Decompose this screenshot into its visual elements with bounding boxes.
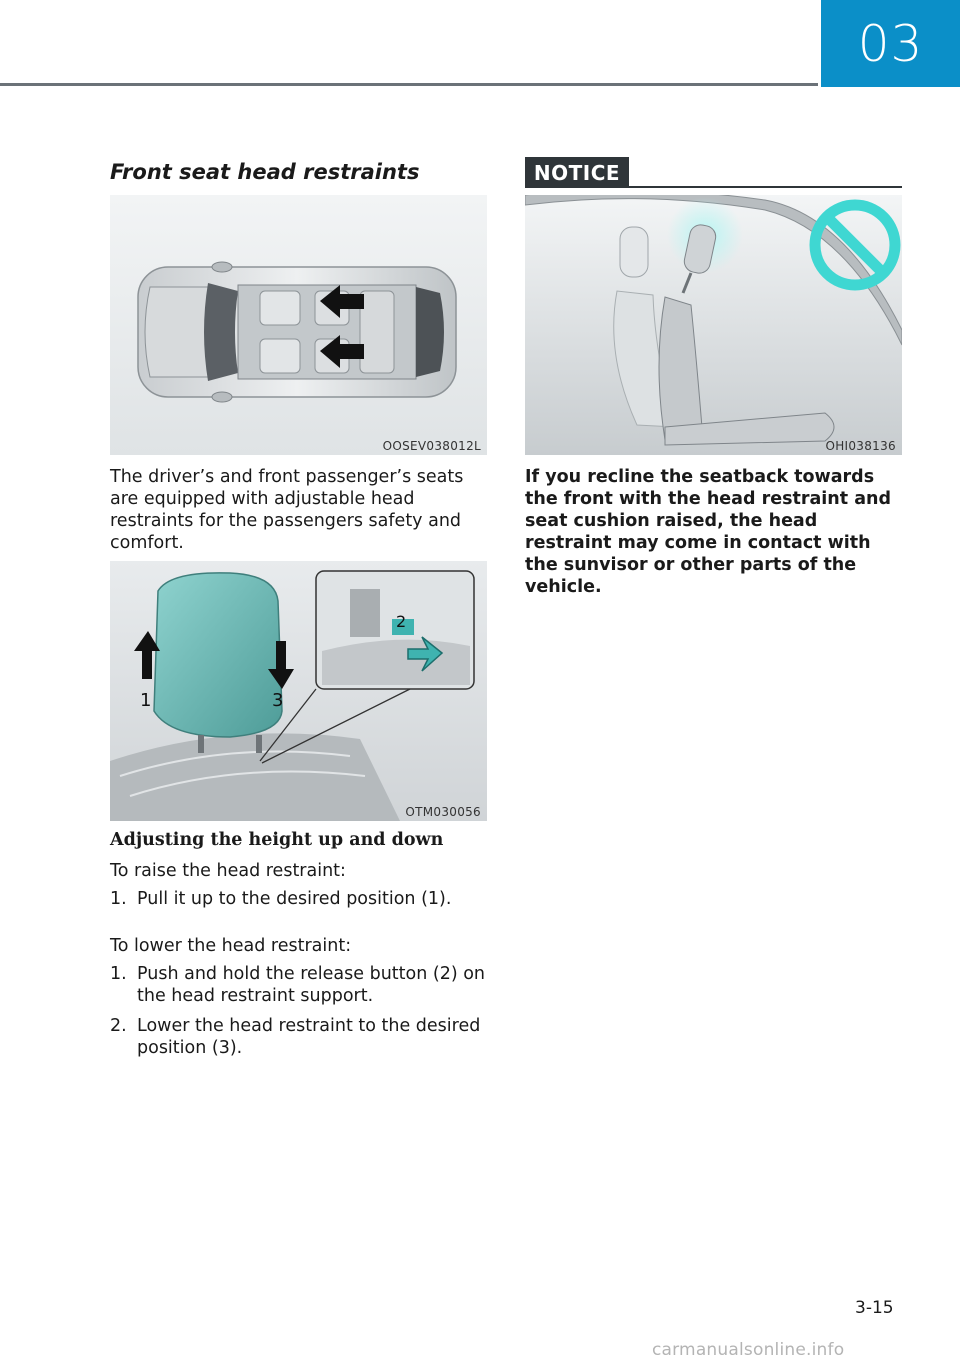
raise-lead: To raise the head restraint: bbox=[110, 861, 346, 881]
recline-illustration bbox=[525, 195, 902, 455]
list-item: 2. Lower the head restraint to the desired position (3). bbox=[110, 1016, 481, 1058]
list-item: 1. Push and hold the release button (2) on the head restraint support. bbox=[110, 964, 486, 1006]
lower-lead: To lower the head restraint: bbox=[110, 936, 352, 956]
notice-badge: NOTICE bbox=[525, 157, 629, 188]
page-number: 3-15 bbox=[855, 1298, 894, 1318]
figure-code: OHI038136 bbox=[825, 439, 896, 453]
notice-rule bbox=[629, 186, 902, 188]
notice-text: If you recline the seatback towards the front with the head restraint and seat cushion raised, the head restraint may come in contact with the sunvisor or other parts of the vehicle. bbox=[525, 467, 892, 597]
label-2: 2 bbox=[396, 612, 407, 631]
header-rule bbox=[0, 83, 818, 86]
label-3: 3 bbox=[272, 690, 284, 711]
lower-steps bbox=[110, 963, 490, 1067]
figure-recline bbox=[525, 195, 902, 455]
raise-steps bbox=[110, 888, 490, 918]
figure-head-restraint bbox=[110, 561, 487, 821]
figure-code: OOSEV038012L bbox=[382, 439, 481, 453]
sub-heading: Adjusting the height up and down bbox=[110, 830, 444, 850]
head-restraint-illustration bbox=[110, 561, 487, 821]
figure-car-top-view bbox=[110, 195, 487, 455]
watermark: carmanualsonline.info bbox=[652, 1340, 845, 1360]
list-item: 1. Pull it up to the desired position (1). bbox=[110, 889, 452, 909]
intro-paragraph: The driver’s and front passenger’s seats are equipped with adjustable head restraints for the passengers safety and comfort. bbox=[110, 467, 464, 553]
car-top-view-illustration bbox=[110, 195, 487, 455]
figure-code: OTM030056 bbox=[405, 805, 481, 819]
label-1: 1 bbox=[140, 690, 152, 711]
chapter-tab: 03 bbox=[821, 0, 960, 87]
section-title: Front seat head restraints bbox=[110, 160, 420, 184]
